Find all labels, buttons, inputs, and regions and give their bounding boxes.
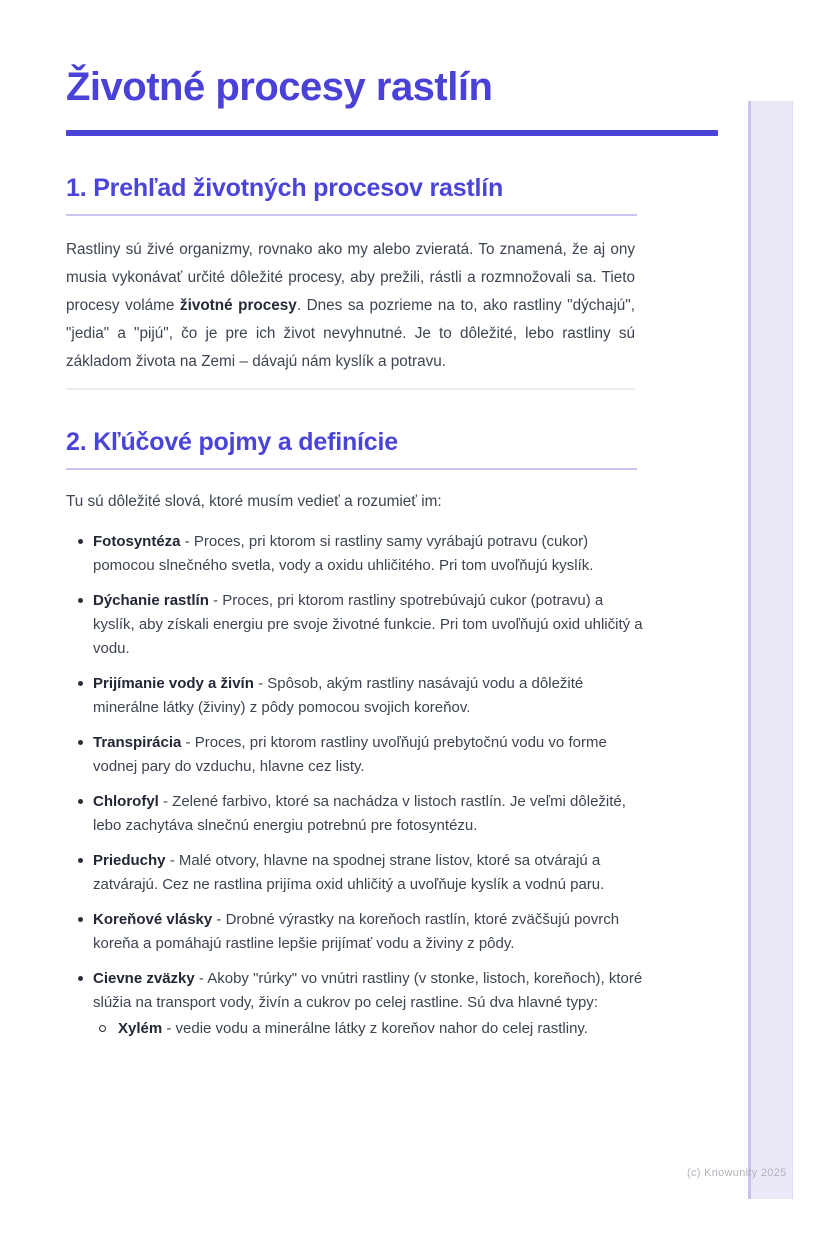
copyright-watermark: (c) Knowunity 2025 [687,1167,787,1179]
term-name: Cievne zväzky [93,970,195,987]
term-item: Dýchanie rastlín - Proces, pri ktorom rastliny spotrebúvajú cukor (potravu) a kyslík, aby získali energiu pre svoje životné funkcie. Pri tom uvoľňujú oxid uhličitý a vodu. [66,589,644,661]
paragraph-bold-keyword: životné procesy [179,297,297,314]
term-name: Prijímanie vody a živín [93,675,254,692]
term-name: Dýchanie rastlín [93,592,209,609]
section2-intro: Tu sú dôležité slová, ktoré musím vedieť a rozumieť im: [66,493,442,510]
term-name: Koreňové vlásky [93,911,213,928]
term-item: Prijímanie vody a živín - Spôsob, akým rastliny nasávajú vodu a dôležité minerálne látky (živiny) z pôdy pomocou svojich koreňov. [66,672,644,720]
term-item: Transpirácia - Proces, pri ktorom rastliny uvoľňujú prebytočnú vodu vo forme vodnej pary do vzduchu, hlavne cez listy. [66,731,644,779]
section1-paragraph [66,236,635,376]
section2-heading: 2. Kľúčové pojmy a definície [66,428,398,456]
term-item: Koreňové vlásky - Drobné výrastky na koreňoch rastlín, ktoré zväčšujú povrch koreňa a pomáhajú rastline lepšie prijímať vodu a živiny z pôdy. [66,908,644,956]
term-item: Prieduchy - Malé otvory, hlavne na spodnej strane listov, ktoré sa otvárajú a zatvárajú. Cez ne rastlina prijíma oxid uhličitý a uvoľňuje kyslík a vodnú paru. [66,849,644,897]
term-name: Chlorofyl [93,793,159,810]
paragraph-text-after: . Dnes sa pozrieme na to, ako rastliny "dýchajú", "jedia" a "pijú", čo je pre ich život nevyhnutné. Je to dôležité, lebo rastliny sú základom života na Zemi – dávajú nám kyslík a potravu. [66,297,635,370]
term-item: Cievne zväzky - Akoby "rúrky" vo vnútri rastliny (v stonke, listoch, koreňoch), ktoré slúžia na transport vody, živín a cukrov po celej rastline. Sú dva hlavné typy: Xylém - vedie vodu a minerálne látky z koreňov nahor do celej rastliny. [66,967,644,1041]
subterm-name: Xylém [118,1020,163,1037]
page-edge-scrollbar[interactable] [748,101,793,1199]
subterms-list [93,1017,644,1041]
paragraph-text-before: Rastliny sú živé organizmy, rovnako ako my alebo zvieratá. To znamená, že aj ony musia vykonávať určité dôležité procesy, aby prežili, rástli a rozmnožovali sa. Tieto procesy voláme [66,241,635,314]
section-overview [0,174,828,376]
section1-heading: 1. Prehľad životných procesov rastlín [66,174,504,202]
section1-underline [66,214,637,216]
subterm-item: Xylém - vedie vodu a minerálne látky z koreňov nahor do celej rastliny. [99,1017,644,1041]
title-rule [66,130,718,136]
term-item: Chlorofyl - Zelené farbivo, ktoré sa nachádza v listoch rastlín. Je veľmi dôležité, lebo zachytáva slnečnú energiu potrebnú pre fotosyntézu. [66,790,644,838]
section-divider [66,388,635,390]
term-name: Transpirácia [93,734,182,751]
term-item: Fotosyntéza - Proces, pri ktorom si rastliny samy vyrábajú potravu (cukor) pomocou slnečného svetla, vody a oxidu uhličitého. Pri tom uvoľňujú kyslík. [66,530,644,578]
term-name: Fotosyntéza [93,533,181,550]
page-title: Životné procesy rastlín [66,65,493,109]
section-key-terms [0,428,828,1041]
terms-list [66,530,644,1041]
section2-underline [66,468,637,470]
term-name: Prieduchy [93,852,166,869]
